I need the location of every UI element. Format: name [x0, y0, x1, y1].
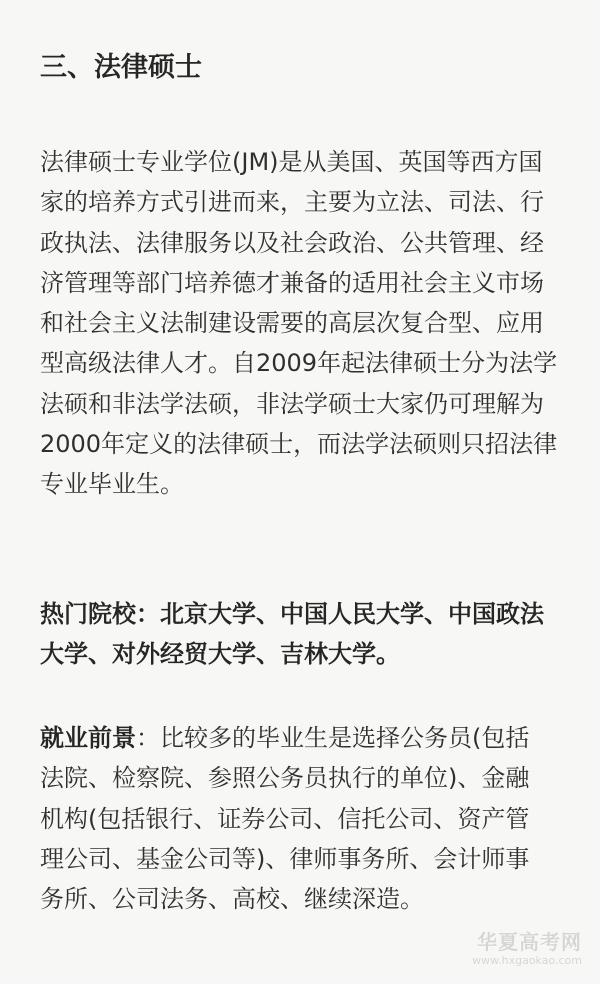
- intro-line: 2000年定义的法律硕士，而法学法硕则只招法律: [40, 430, 558, 459]
- employment-paragraph: [40, 718, 570, 919]
- employment-line: 法院、检察院、参照公务员执行的单位)、金融: [40, 764, 530, 793]
- employment-line-text: ：比较多的毕业生是选择公务员(包括: [136, 724, 530, 752]
- intro-line: 家的培养方式引进而来，主要为立法、司法、行: [40, 188, 544, 217]
- popular-schools-paragraph: [40, 594, 570, 675]
- employment-line: 机构(包括银行、证券公司、信托公司、资产管: [40, 804, 530, 833]
- intro-line: 型高级法律人才。自2009年起法律硕士分为法学: [40, 349, 558, 378]
- intro-line: 济管理等部门培养德才兼备的适用社会主义市场: [40, 268, 544, 297]
- intro-line: 专业毕业生。: [40, 470, 184, 499]
- intro-paragraph: [40, 142, 570, 505]
- schools-line: 热门院校：北京大学、中国人民大学、中国政法: [40, 600, 544, 628]
- site-watermark: [442, 930, 582, 968]
- employment-line: [40, 718, 570, 758]
- employment-line: 务所、公司法务、高校、继续深造。: [40, 885, 424, 914]
- section-heading: 三、法律硕士: [40, 52, 202, 83]
- intro-line: 法律硕士专业学位(JM)是从美国、英国等西方国: [40, 148, 543, 176]
- employment-label: 就业前景: [40, 724, 136, 752]
- intro-line: 和社会主义法制建设需要的高层次复合型、应用: [40, 309, 544, 338]
- employment-line: 理公司、基金公司等)、律师事务所、会计师事: [40, 844, 530, 873]
- schools-line: 大学、对外经贸大学、吉林大学。: [40, 640, 400, 669]
- watermark-url: www.hxgaokao.com: [472, 954, 582, 967]
- intro-line: 法硕和非法学法硕，非法学硕士大家仍可理解为: [40, 389, 544, 418]
- intro-line: 政执法、法律服务以及社会政治、公共管理、经: [40, 228, 544, 257]
- watermark-name: 华夏高考网: [477, 930, 582, 954]
